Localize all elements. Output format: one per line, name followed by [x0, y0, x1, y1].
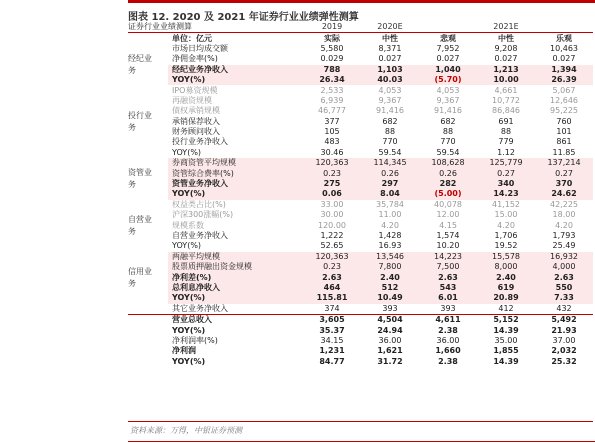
- table-cell: 15.00: [494, 210, 518, 220]
- table-cell: 11.85: [552, 147, 576, 157]
- row-label: YOY(%): [172, 147, 202, 157]
- table-cell: 114,345: [361, 158, 419, 168]
- table-cell: 691: [498, 116, 514, 126]
- table-row: [128, 148, 593, 158]
- table-cell: 0.23: [303, 262, 361, 272]
- table-cell: 377: [324, 116, 340, 126]
- table-cell: 550: [535, 283, 593, 293]
- table-cell: 10.00: [477, 75, 535, 85]
- table-cell: 16,932: [535, 252, 593, 262]
- table-cell: 0.027: [552, 54, 576, 64]
- table-cell: 120,363: [303, 158, 361, 168]
- table-cell: 125,779: [477, 158, 535, 168]
- header-blank-1: [419, 22, 477, 33]
- table-cell: 14.39: [493, 356, 519, 366]
- table-cell: 861: [556, 137, 572, 147]
- top-accent-bar: [128, 0, 595, 3]
- table-cell: 36.00: [436, 335, 460, 345]
- table-cell: 15,578: [477, 252, 535, 262]
- table-cell: 25.32: [551, 356, 577, 366]
- table-cell: 16.93: [378, 241, 402, 251]
- table-cell: 779: [498, 137, 514, 147]
- table-cell: 137,214: [535, 158, 593, 168]
- group-label-text: 经纪业务: [128, 53, 152, 75]
- table-cell: 2.38: [438, 356, 458, 366]
- table-cell: 21.93: [551, 325, 577, 335]
- table-cell: 41,152: [492, 199, 520, 209]
- row-label: YOY(%): [168, 75, 303, 85]
- table-cell: 0.027: [378, 54, 402, 64]
- table-row: [128, 336, 593, 346]
- table-cell: 37.00: [552, 335, 576, 345]
- group-label: [128, 44, 168, 86]
- table-cell: 619: [477, 283, 535, 293]
- table-cell: 2.38: [438, 325, 458, 335]
- table-cell: 14,223: [419, 252, 477, 262]
- table-row: [128, 325, 593, 335]
- table-cell: 370: [535, 179, 593, 189]
- row-label: 经纪业务净收入: [168, 65, 303, 75]
- table-cell: 8,000: [477, 262, 535, 272]
- table-cell: 120,363: [303, 252, 361, 262]
- table-cell: 682: [440, 116, 456, 126]
- table-cell: 18.00: [552, 210, 576, 220]
- table-cell: 2.40: [361, 272, 419, 282]
- table-row: [128, 262, 593, 272]
- table-cell: 40,078: [434, 199, 462, 209]
- table-cell: 59.54: [436, 147, 460, 157]
- table-cell: 7,952: [436, 43, 460, 53]
- table-cell: 95,225: [550, 106, 578, 116]
- table-cell: 0.26: [419, 168, 477, 178]
- table-cell: 4,504: [377, 315, 403, 325]
- table-cell: 1.12: [497, 147, 515, 157]
- table-cell: 2.40: [477, 272, 535, 282]
- table-row: [128, 220, 593, 230]
- table-row: [128, 189, 593, 199]
- table-cell: 297: [361, 179, 419, 189]
- table-cell: 30.00: [320, 210, 344, 220]
- table-cell: 46,777: [318, 106, 346, 116]
- source-note: 资料来源：万得，中银证券预测: [130, 426, 242, 435]
- row-label: 股票质押融出资金规模: [168, 262, 303, 272]
- table-cell: 5,067: [552, 85, 576, 95]
- table-cell: 770: [382, 137, 398, 147]
- table-cell: 0.26: [361, 168, 419, 178]
- table-row: [128, 272, 593, 282]
- table-cell: 25.49: [552, 241, 576, 251]
- table-cell: 0.27: [477, 168, 535, 178]
- table-cell: 1,574: [436, 231, 460, 240]
- header-neutral-2020: 中性: [382, 33, 398, 43]
- group-label: [128, 200, 168, 252]
- table-cell: 9,367: [378, 95, 402, 105]
- row-label: 资管综合费率(%): [168, 168, 303, 178]
- table-cell: 108,628: [419, 158, 477, 168]
- table-cell: 4,611: [435, 315, 461, 325]
- row-label: IPO募资规模: [172, 85, 218, 95]
- table-row: [128, 252, 593, 262]
- table-cell: 2,533: [320, 85, 344, 95]
- table-cell: 770: [440, 137, 456, 147]
- row-label: 规模系数: [172, 220, 204, 230]
- table-cell: 13,546: [361, 252, 419, 262]
- table-cell: 10.49: [361, 293, 419, 303]
- table-row: [128, 168, 593, 178]
- source-divider: [128, 421, 593, 422]
- table-cell: 19.52: [494, 241, 518, 251]
- unit-label: 单位：亿元: [172, 33, 212, 43]
- table-cell: 34.15: [320, 335, 344, 345]
- row-label: YOY(%): [172, 356, 206, 366]
- group-label: [128, 252, 168, 304]
- table-cell: 10.20: [436, 241, 460, 251]
- row-label: 市场日均成交额: [172, 43, 228, 53]
- group-label: [128, 85, 168, 158]
- table-cell: 1,040: [419, 65, 477, 75]
- row-label: 债权承销规模: [172, 106, 220, 116]
- row-label: 再融资规模: [172, 95, 212, 105]
- table-cell: 12,646: [550, 95, 578, 105]
- table-cell: 35.00: [494, 335, 518, 345]
- table-row: [128, 346, 593, 356]
- bottom-accent-bar: [128, 441, 595, 442]
- table-cell: 86,846: [492, 106, 520, 116]
- table-cell: 0.027: [436, 54, 460, 64]
- row-label: 权益类占比(%): [172, 199, 226, 209]
- row-label: YOY(%): [172, 241, 202, 251]
- row-label: 其它业务净收入: [128, 304, 303, 315]
- table-cell: 4.15: [439, 220, 457, 230]
- table-row: [128, 283, 593, 293]
- table-row: [128, 293, 593, 303]
- table-cell: 40.03: [361, 75, 419, 85]
- table-cell: 84.77: [319, 356, 345, 366]
- table-cell: 412: [477, 304, 535, 315]
- table-cell: 14.23: [477, 189, 535, 199]
- table-row: [128, 127, 593, 137]
- table-cell: 4.20: [497, 220, 515, 230]
- table-cell: 1,231: [319, 346, 345, 356]
- table-cell: 42,225: [550, 199, 578, 209]
- table-cell: 7,800: [361, 262, 419, 272]
- table-cell: 30.46: [320, 147, 344, 157]
- row-label: 资管业务净收入: [168, 179, 303, 189]
- row-label: 净利差(%): [168, 272, 303, 282]
- row-label: 沪深300涨幅(%): [172, 210, 234, 220]
- row-label: 净利润: [172, 346, 196, 356]
- table-cell: 36.00: [378, 335, 402, 345]
- table-cell: 760: [556, 116, 572, 126]
- table-cell: 3,605: [319, 315, 345, 325]
- table-row: [128, 44, 593, 54]
- table-cell: 5,152: [493, 315, 519, 325]
- table-cell: 52.65: [320, 241, 344, 251]
- row-label: 承销保荐收入: [172, 116, 220, 126]
- forecast-table: [128, 22, 593, 367]
- table-cell: 0.27: [535, 168, 593, 178]
- table-cell: 0.23: [303, 168, 361, 178]
- table-row: [128, 200, 593, 210]
- table-cell: 4,053: [378, 85, 402, 95]
- header-neutral-2021: 中性: [498, 33, 514, 43]
- table-cell: 464: [303, 283, 361, 293]
- table-cell: 1,222: [320, 231, 344, 240]
- table-row: [128, 231, 593, 241]
- table-cell: 282: [419, 179, 477, 189]
- table-cell: 6,939: [320, 95, 344, 105]
- table-cell: 0.06: [303, 189, 361, 199]
- table-cell: 91,416: [434, 106, 462, 116]
- table-cell: 275: [303, 179, 361, 189]
- table-cell: 1,621: [377, 346, 403, 356]
- table-cell: 9,367: [436, 95, 460, 105]
- table-cell: 26.39: [535, 75, 593, 85]
- table-cell: 543: [419, 283, 477, 293]
- table-row: [128, 117, 593, 127]
- table-cell: 2.63: [419, 272, 477, 282]
- table-row: [128, 65, 593, 75]
- group-label-text: 投行业务: [128, 110, 152, 132]
- table-row: [128, 75, 593, 85]
- table-cell: 88: [442, 127, 454, 137]
- table-cell: 12.00: [436, 210, 460, 220]
- table-cell: 2.63: [535, 272, 593, 282]
- table-cell: 432: [535, 304, 593, 315]
- header-actual: 实际: [324, 33, 340, 43]
- table-cell: 105: [324, 127, 340, 137]
- table-cell: 682: [382, 116, 398, 126]
- table-cell: 0.029: [320, 54, 344, 64]
- table-row: [128, 96, 593, 106]
- table-cell: 26.34: [303, 75, 361, 85]
- table-cell: 10,772: [492, 95, 520, 105]
- row-label: YOY(%): [172, 325, 206, 335]
- header-pessimistic: 悲观: [440, 33, 456, 43]
- row-label: YOY(%): [168, 293, 303, 303]
- table-cell: 4,661: [494, 85, 518, 95]
- table-cell: 788: [303, 65, 361, 75]
- table-cell: 33.00: [320, 199, 344, 209]
- table-cell: 393: [361, 304, 419, 315]
- table-cell: 1,793: [552, 231, 576, 240]
- row-label: 券商资管平均规模: [168, 158, 303, 168]
- group-label-text: 自营业务: [128, 214, 152, 236]
- row-label: 两融平均规模: [168, 252, 303, 262]
- group-label-text: 信用业务: [128, 266, 152, 288]
- group-label-text: 资管业务: [128, 167, 152, 189]
- table-cell: 1,394: [535, 65, 593, 75]
- header-2021e: 2021E: [477, 22, 535, 33]
- table-cell: 1,855: [493, 346, 519, 356]
- table-cell: 91,416: [376, 106, 404, 116]
- table-cell: 24.62: [535, 189, 593, 199]
- header-row-sub: [128, 33, 593, 44]
- row-label: YOY(%): [168, 189, 303, 199]
- figure-title: 图表 12. 2020 及 2021 年证券行业业绩弹性测算: [128, 12, 359, 23]
- table-row: [128, 54, 593, 64]
- table-row: [128, 106, 593, 116]
- table-cell: 31.72: [377, 356, 403, 366]
- header-row-top: [128, 22, 593, 33]
- table-cell: 340: [477, 179, 535, 189]
- table-row: [128, 314, 593, 325]
- header-blank-2: [535, 22, 593, 33]
- table-cell: 115.81: [303, 293, 361, 303]
- table-cell: 4,000: [535, 262, 593, 272]
- table-cell: 6.01: [419, 293, 477, 303]
- table-cell: 88: [500, 127, 512, 137]
- header-2020e: 2020E: [361, 22, 419, 33]
- table-cell: 393: [419, 304, 477, 315]
- table-cell: 88: [384, 127, 396, 137]
- table-cell: 8.04: [361, 189, 419, 199]
- table-row: [128, 158, 593, 168]
- row-label: 总利息净收入: [168, 283, 303, 293]
- group-label: [128, 158, 168, 200]
- table-cell: 374: [303, 304, 361, 315]
- table-cell: 8,371: [378, 43, 402, 53]
- table-cell: 7,500: [419, 262, 477, 272]
- table-cell: 1,660: [435, 346, 461, 356]
- table-cell: 512: [361, 283, 419, 293]
- table-row: [128, 304, 593, 315]
- table-cell: 7.33: [535, 293, 593, 303]
- table-cell: 10,463: [550, 43, 578, 53]
- table-cell: 2.63: [303, 272, 361, 282]
- table-cell: 1,428: [378, 231, 402, 240]
- header-2019: 2019: [303, 22, 361, 33]
- table-cell: 1,213: [477, 65, 535, 75]
- table-row: [128, 210, 593, 220]
- row-label: 净利润率(%): [172, 335, 218, 345]
- table-cell: 4.20: [555, 220, 573, 230]
- table-cell: 483: [324, 137, 340, 147]
- table-cell: 9,208: [494, 43, 518, 53]
- table-cell: 5,492: [551, 315, 577, 325]
- table-cell: 1,706: [494, 231, 518, 240]
- table-title: 证券行业业绩测算: [128, 22, 303, 33]
- row-label: 财务顾问收入: [172, 127, 220, 137]
- table-row: [128, 179, 593, 189]
- header-optimistic: 乐观: [556, 33, 572, 43]
- table-row: [128, 137, 593, 147]
- table-cell: 4,053: [436, 85, 460, 95]
- row-label: 投行业务净收入: [172, 137, 228, 147]
- table-cell: 14.39: [493, 325, 519, 335]
- table-cell: 11.00: [378, 210, 402, 220]
- table-cell: 35.37: [319, 325, 345, 335]
- table-cell: 59.54: [378, 147, 402, 157]
- table-cell: 2,032: [551, 346, 577, 356]
- table-cell: 35,784: [376, 199, 404, 209]
- table-cell: (5.00): [419, 189, 477, 199]
- table-cell: 4.20: [381, 220, 399, 230]
- table-cell: 0.027: [494, 54, 518, 64]
- table-cell: (5.70): [419, 75, 477, 85]
- table-row: [128, 85, 593, 95]
- table-cell: 24.94: [377, 325, 403, 335]
- table-cell: 1,103: [361, 65, 419, 75]
- table-row: [128, 357, 593, 367]
- row-label: 营业总收入: [172, 315, 212, 325]
- row-label: 净佣金率(%): [172, 54, 218, 64]
- table-row: [128, 241, 593, 251]
- table-cell: 101: [556, 127, 572, 137]
- table-cell: 5,580: [320, 43, 344, 53]
- row-label: 自营业务净收入: [172, 231, 228, 240]
- table-cell: 20.89: [477, 293, 535, 303]
- table-cell: 120.00: [318, 220, 346, 230]
